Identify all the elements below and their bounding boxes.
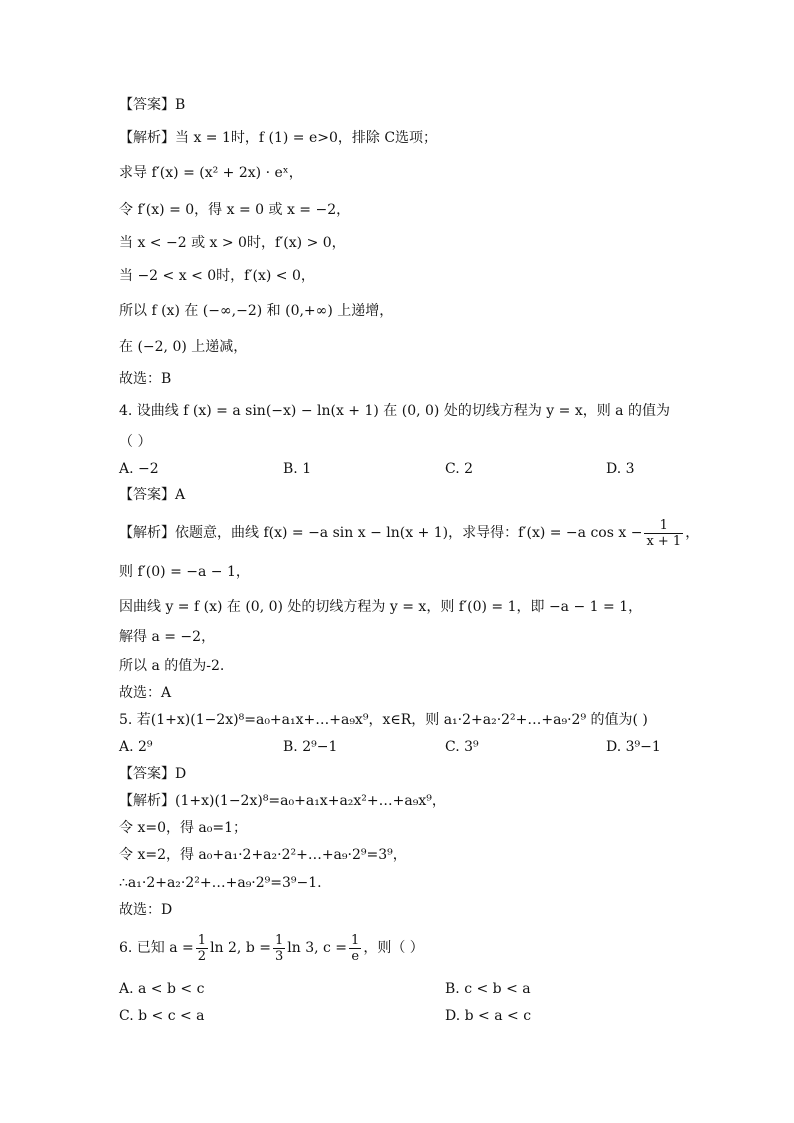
q4-fraction [644,518,683,549]
q5-stem: 5. 若(1+x)(1−2x)⁸=a₀+a₁x+…+a₉x⁹，x∈R，则 a₁·2+a₂·2²+…+a₉·2⁹ 的值为( ) [119,712,648,728]
q3-analysis-line: 【解析】当 x = 1时，f (1) = e>0，排除 C选项； [119,130,438,146]
q4-analysis-line: 解得 a = −2， [119,629,216,645]
q3-analysis-line: 令 f′(x) = 0，得 x = 0 或 x = −2， [119,202,351,218]
q6-stem-text: ，则（ ） [363,940,424,956]
q5-analysis-line: ∴a₁·2+a₂·2²+…+a₉·2⁹=3⁹−1. [119,875,322,891]
q3-analysis-line: 求导 f′(x) = (x² + 2x) · eˣ， [119,165,303,181]
fraction-denominator: 2 [197,948,207,964]
fraction-numerator: 1 [197,932,207,948]
q6-stem [119,930,424,966]
q5-option-d: D. 3⁹−1 [606,739,661,755]
q6-stem-text: ln 2, b = [210,940,271,956]
q4-bracket: （ ） [119,434,152,450]
q4-option-a: A. −2 [119,461,159,477]
fraction-denominator: e [351,948,360,964]
q6-fraction-a [196,933,208,964]
q4-analysis-line: 因曲线 y = f (x) 在 (0, 0) 处的切线方程为 y = x，则 f′(0) = 1，即 −a − 1 = 1， [119,599,643,615]
q4-option-c: C. 2 [445,461,474,477]
fraction-numerator: 1 [274,932,284,948]
q4-option-b: B. 1 [283,461,312,477]
fraction-numerator: 1 [351,932,360,948]
q3-analysis-line: 当 x < −2 或 x > 0时，f′(x) > 0， [119,235,346,251]
q5-analysis-line: 令 x=0，得 a₀=1； [119,820,248,836]
q4-analysis-text: ， [685,525,700,541]
q5-option-b: B. 2⁹−1 [283,739,338,755]
q4-analysis-text: 【解析】依题意，曲线 f(x) = −a sin x − ln(x + 1)，求导得：f′(x) = −a cos x − [119,525,643,541]
q3-analysis-line: 故选：B [119,371,172,387]
q6-stem-text: ln 3, c = [287,940,348,956]
q6-option-a: A. a < b < c [119,981,205,997]
q4-analysis-line: 则 f′(0) = −a − 1， [119,564,250,580]
q3-analysis-line: 所以 f (x) 在 (−∞,−2) 和 (0,+∞) 上递增， [119,303,394,319]
q6-fraction-c [349,933,361,964]
q4-option-d: D. 3 [606,461,635,477]
q6-option-c: C. b < c < a [119,1008,205,1024]
q4-analysis-line [119,516,699,550]
q5-analysis-line: 【解析】(1+x)(1−2x)⁸=a₀+a₁x+a₂x²+…+a₉x⁹， [119,793,446,809]
q5-option-a: A. 2⁹ [119,739,153,755]
q4-fraction-denominator: x + 1 [646,533,682,549]
q6-option-b: B. c < b < a [445,981,531,997]
q5-option-c: C. 3⁹ [445,739,479,755]
q4-analysis-line: 所以 a 的值为-2. [119,658,225,674]
q4-answer: 【答案】A [119,487,186,503]
q3-answer: 【答案】B [119,97,186,113]
q6-option-d: D. b < a < c [445,1008,532,1024]
q5-answer: 【答案】D [119,766,187,782]
fraction-denominator: 3 [274,948,284,964]
q6-stem-text: 6. 已知 a = [119,940,194,956]
q3-analysis-line: 在 (−2, 0) 上递减， [119,339,248,355]
q5-analysis-line: 故选：D [119,902,173,918]
q5-analysis-line: 令 x=2，得 a₀+a₁·2+a₂·2²+…+a₉·2⁹=3⁹， [119,847,407,863]
q3-analysis-line: 当 −2 < x < 0时，f′(x) < 0， [119,268,315,284]
q4-fraction-numerator: 1 [644,518,683,534]
q4-stem: 4. 设曲线 f (x) = a sin(−x) − ln(x + 1) 在 (0, 0) 处的切线方程为 y = x，则 a 的值为 [119,403,670,419]
q4-analysis-line: 故选：A [119,685,172,701]
q6-fraction-b [273,933,285,964]
